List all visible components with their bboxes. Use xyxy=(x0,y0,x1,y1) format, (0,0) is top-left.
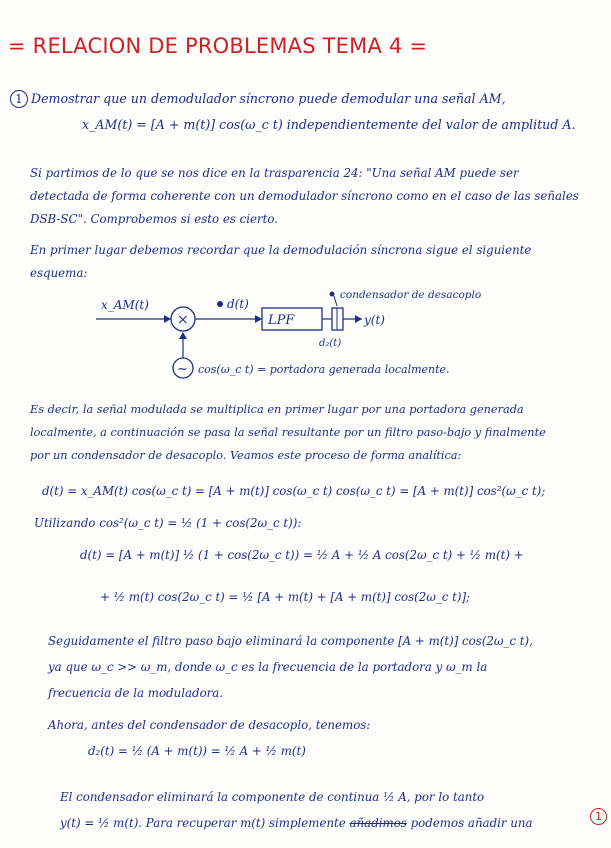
page-number: 1 xyxy=(590,808,607,825)
demodulator-diagram xyxy=(0,282,611,382)
output-label: y(t) xyxy=(364,313,385,327)
paragraph-line: detectada de forma coherente con un demodulador síncrono como en el caso de las señales xyxy=(30,189,579,203)
equation-line: d₂(t) = ½ (A + m(t)) = ½ A + ½ m(t) xyxy=(88,744,306,758)
problem-statement-line1 xyxy=(10,90,506,108)
problem-statement-text: Demostrar que un demodulador síncrono puede demodular una señal AM, xyxy=(31,91,506,106)
lpf-label: LPF xyxy=(268,313,295,328)
paragraph-line: DSB-SC". Comprobemos si esto es cierto. xyxy=(30,212,279,226)
problem-number: 1 xyxy=(10,90,28,108)
paragraph-line: El condensador eliminará la componente de continua ½ A, por lo tanto xyxy=(60,790,485,804)
paragraph-line: Ahora, antes del condensador de desacoplo, tenemos: xyxy=(48,718,371,732)
d-label: d(t) xyxy=(227,297,249,311)
equation-line: d(t) = x_AM(t) cos(ω_c t) = [A + m(t)] cos(ω_c t) cos(ω_c t) = [A + m(t)] cos²(ω_c t); xyxy=(42,484,546,498)
paragraph-line-final xyxy=(60,816,533,830)
paragraph-line: ya que ω_c >> ω_m, donde ω_c es la frecuencia de la portadora y ω_m la xyxy=(48,660,488,674)
final-text-b: podemos añadir una xyxy=(410,816,533,830)
page-title: = RELACION DE PROBLEMAS TEMA 4 = xyxy=(8,34,428,58)
input-label: x_AM(t) xyxy=(101,298,149,312)
equation-line: d(t) = [A + m(t)] ½ (1 + cos(2ω_c t)) = ½ A + ½ A cos(2ω_c t) + ½ m(t) + xyxy=(80,548,524,562)
paragraph-line: Es decir, la señal modulada se multiplica en primer lugar por una portadora generada xyxy=(30,403,524,416)
capacitor-label: condensador de desacoplo xyxy=(340,289,482,301)
final-text-a: y(t) = ½ m(t). Para recuperar m(t) simplemente xyxy=(60,816,346,830)
paragraph-line: por un condensador de desacoplo. Veamos este proceso de forma analítica: xyxy=(30,449,462,462)
carrier-label: cos(ω_c t) = portadora generada localmente. xyxy=(198,363,450,376)
struck-word: añadimos xyxy=(349,816,407,830)
paragraph-line: En primer lugar debemos recordar que la demodulación síncrona sigue el siguiente xyxy=(30,243,532,257)
equation-line: + ½ m(t) cos(2ω_c t) = ½ [A + m(t) + [A + m(t)] cos(2ω_c t)]; xyxy=(100,590,471,604)
problem-statement-line2: x_AM(t) = [A + m(t)] cos(ω_c t) independientemente del valor de amplitud A. xyxy=(82,117,576,132)
d2-label: d₂(t) xyxy=(319,338,342,349)
equation-line: Utilizando cos²(ω_c t) = ½ (1 + cos(2ω_c t)): xyxy=(34,516,302,530)
paragraph-line: frecuencia de la moduladora. xyxy=(48,686,224,700)
paragraph-line: esquema: xyxy=(30,266,88,280)
oscillator-symbol: ~ xyxy=(177,362,188,377)
multiplier-symbol: × xyxy=(177,312,189,328)
paragraph-line: Seguidamente el filtro paso bajo eliminará la componente [A + m(t)] cos(2ω_c t), xyxy=(48,634,533,648)
paragraph-line: Si partimos de lo que se nos dice en la trasparencia 24: "Una señal AM puede ser xyxy=(30,166,519,180)
paragraph-line: localmente, a continuación se pasa la señal resultante por un filtro paso-bajo y finalmente xyxy=(30,426,546,439)
